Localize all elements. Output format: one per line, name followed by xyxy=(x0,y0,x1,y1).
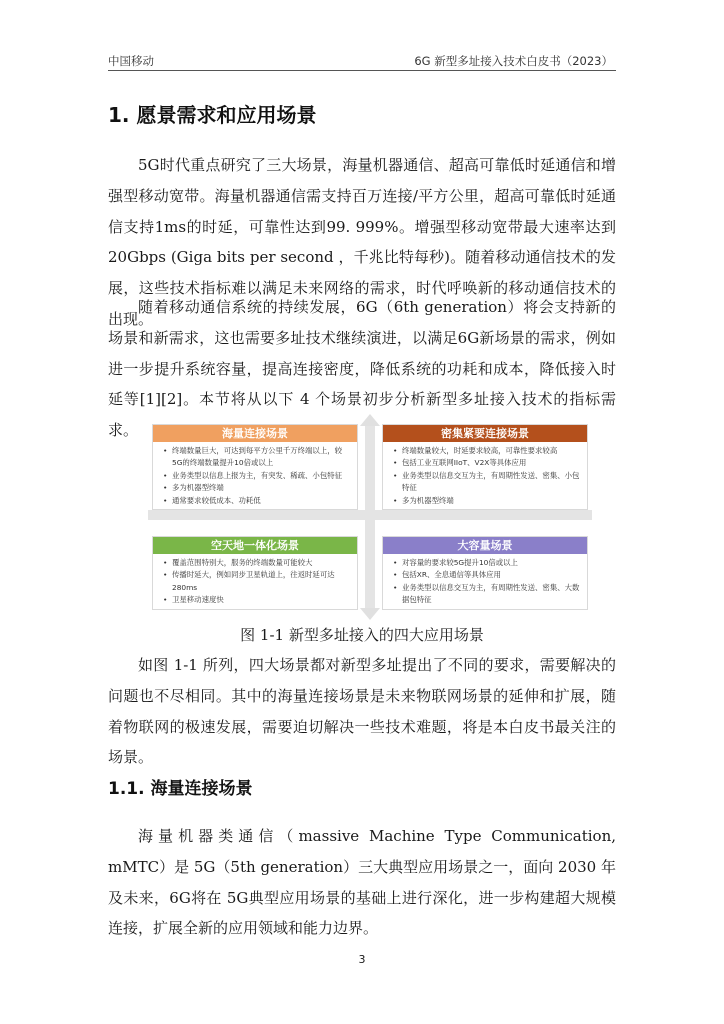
quadrant-item: • 传播时延大，例如同步卫星轨道上，往返时延可达280ms xyxy=(163,569,351,594)
quadrant-title: 大容量场景 xyxy=(383,537,587,554)
page-number: 3 xyxy=(358,953,366,966)
quadrant-item: • 终端数量巨大，可达到每平方公里千万终端以上，较5G的终端数量提升10倍或以上 xyxy=(163,445,351,470)
quadrant-item: • 卫星移动速度快 xyxy=(163,594,351,606)
quadrant-massive-connection xyxy=(152,424,358,510)
quadrant-item: • 终端数量较大，时延要求较高，可靠性要求较高 xyxy=(393,445,581,457)
quadrant-list xyxy=(153,442,357,507)
paragraph-2: 随着移动通信系统的持续发展，6G（6th generation）将会支持新的场景和新需求，这也需要多址技术继续演进，以满足6G新场景的需求，例如进一步提升系统容量，提高连接密度，降低系统的功耗和成本，降低接入时延等[1][2]。本节将从以下 4 个场景初步分析新型多址接入技术的指标需求。 xyxy=(108,298,616,440)
quadrant-critical-connection xyxy=(382,424,588,510)
paragraph-after-figure: 如图 1-1 所列，四大场景都对新型多址提出了不同的要求，需要解决的问题也不尽相同。其中的海量连接场景是未来物联网场景的延伸和扩展，随着物联网的极速发展，需要迫切解决一些技术难题，将是本白皮书最关注的场景。 xyxy=(108,656,616,767)
quadrant-title: 空天地一体化场景 xyxy=(153,537,357,554)
quadrant-item: • 通常要求较低成本、功耗低 xyxy=(163,495,351,507)
paragraph-1: 5G时代重点研究了三大场景，海量机器通信、超高可靠低时延通信和增强型移动宽带。海量机器通信需支持百万连接/平方公里，超高可靠低时延通信支持1ms的时延，可靠性达到99. 999%。增强型移动宽带最大速率达到20Gbps (Giga bits per second ，千兆比特每秒)。随着移动通信技术的发展，这些技术指标难以满足未来网络的需求，时代呼唤新的移动通信技术的出现。 xyxy=(108,156,616,328)
arrow-up-icon xyxy=(360,414,380,426)
quadrant-item: • 包括工业互联网IIoT、V2X等具体应用 xyxy=(393,457,581,469)
arrow-down-icon xyxy=(360,608,380,620)
quadrant-item: • 覆盖范围特别大，服务的终端数量可能较大 xyxy=(163,557,351,569)
quadrant-item: • 业务类型以信息交互为主，有周期性发送、密集、大数据包特征 xyxy=(393,582,581,607)
header-right: 6G 新型多址接入技术白皮书（2023） xyxy=(414,54,613,68)
quadrant-space-air-ground xyxy=(152,536,358,610)
quadrant-item: • 包括XR、全息通信等具体应用 xyxy=(393,569,581,581)
quadrant-list xyxy=(383,554,587,607)
quadrant-item: • 多为机器型终端 xyxy=(393,495,581,507)
figure-horizontal-axis xyxy=(148,510,592,520)
header-divider xyxy=(108,70,616,71)
paragraph-subsection: 海量机器类通信（massive Machine Type Communication, mMTC）是 5G（5th generation）三大典型应用场景之一，面向 2030 年及未来，6G将在 5G典型应用场景的基础上进行深化，进一步构建超大规模连接，扩展全新的应用领域和能力边界。 xyxy=(108,827,616,938)
subsection-title: 1.1. 海量连接场景 xyxy=(108,779,253,799)
quadrant-item: • 业务类型以信息上报为主，有突发、稀疏、小包特征 xyxy=(163,470,351,482)
quadrant-title: 密集紧要连接场景 xyxy=(383,425,587,442)
quadrant-list xyxy=(383,442,587,507)
quadrant-item: • 对容量的要求较5G提升10倍或以上 xyxy=(393,557,581,569)
section-title: 1. 愿景需求和应用场景 xyxy=(108,103,317,127)
quadrant-large-capacity xyxy=(382,536,588,610)
quadrant-item: • 多为机器型终端 xyxy=(163,482,351,494)
quadrant-item: • 业务类型以信息交互为主，有周期性发送、密集、小包特征 xyxy=(393,470,581,495)
quadrant-title: 海量连接场景 xyxy=(153,425,357,442)
header-left: 中国移动 xyxy=(108,54,154,68)
quadrant-list xyxy=(153,554,357,607)
figure-caption: 图 1-1 新型多址接入的四大应用场景 xyxy=(240,626,484,644)
scenario-figure xyxy=(148,418,592,618)
